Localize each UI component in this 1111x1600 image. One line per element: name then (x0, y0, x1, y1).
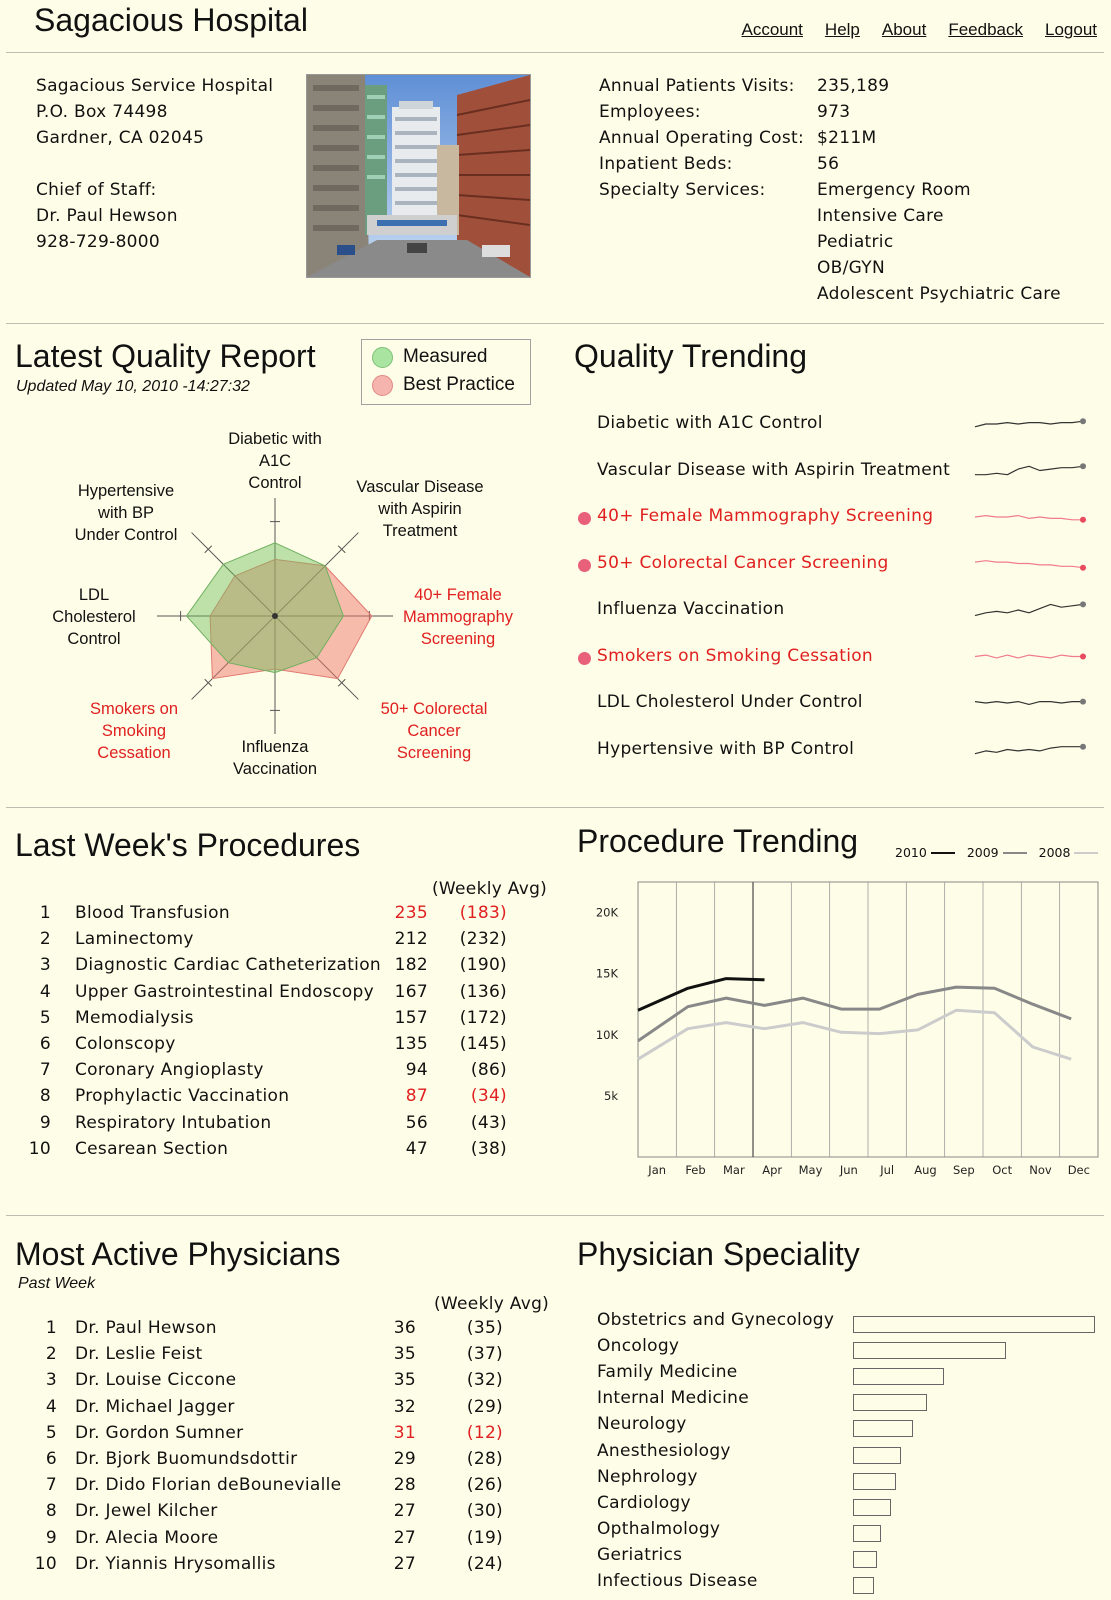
stat-label: Employees: (599, 102, 701, 122)
x-tick-label: Sep (952, 1163, 975, 1177)
procedure-name[interactable]: Laminectomy (75, 929, 194, 950)
physician-name[interactable]: Dr. Dido Florian deBounevialle (75, 1475, 342, 1496)
procedure-avg: (172) (459, 1007, 507, 1028)
quality-trend-label[interactable]: 50+ Colorectal Cancer Screening (597, 552, 889, 573)
physician-count: 27 (393, 1501, 416, 1522)
physicians-title: Most Active Physicians (15, 1236, 341, 1272)
physician-count: 28 (393, 1475, 416, 1496)
physicians-subtitle: Past Week (18, 1275, 96, 1292)
procedure-avg: (183) (459, 903, 507, 923)
speciality-bar (853, 1551, 877, 1568)
procedure-trending-title: Procedure Trending (577, 823, 859, 859)
nav-account-link[interactable]: Account (741, 20, 803, 39)
x-tick-label: Jul (880, 1163, 895, 1177)
physician-count: 31 (393, 1422, 416, 1443)
procedure-count: 47 (405, 1138, 428, 1159)
physician-count: 36 (393, 1318, 416, 1338)
procedure-avg: (190) (459, 955, 507, 976)
physician-avg: (24) (466, 1553, 503, 1574)
procedure-count: 167 (394, 981, 428, 1002)
physician-name[interactable]: Dr. Gordon Sumner (75, 1422, 244, 1443)
physician-avg: (35) (466, 1318, 503, 1338)
procedure-rank: 5 (39, 1007, 51, 1028)
physician-count: 27 (393, 1553, 416, 1574)
speciality-label: Obstetrics and Gynecology (597, 1310, 835, 1330)
nav-about-link[interactable]: About (881, 20, 927, 39)
physician-avg: (30) (466, 1501, 503, 1522)
physician-count: 32 (393, 1396, 416, 1417)
y-tick-label: 20K (595, 905, 618, 920)
service-item: Pediatric (817, 232, 894, 252)
legend-2008-label: 2008 (1038, 845, 1071, 860)
physician-count: 27 (393, 1527, 416, 1548)
physician-rank: 6 (45, 1449, 57, 1469)
procedure-name[interactable]: Respiratory Intubation (75, 1112, 272, 1133)
procedure-avg: (34) (470, 1086, 507, 1107)
speciality-label: Geriatrics (597, 1544, 683, 1565)
physician-name[interactable]: Dr. Paul Hewson (75, 1318, 217, 1338)
page-title: Sagacious Hospital (34, 2, 308, 38)
y-tick-label: 5k (604, 1088, 618, 1103)
x-tick-label: Jun (839, 1163, 858, 1177)
physician-rank: 4 (45, 1396, 57, 1417)
physician-avg: (32) (466, 1370, 503, 1391)
stat-value: 973 (817, 102, 851, 122)
speciality-label: Internal Medicine (597, 1388, 749, 1409)
x-tick-label: Aug (914, 1163, 937, 1177)
procedure-count: 212 (394, 929, 428, 950)
radar-axis-label: Hypertensive with BP Under Control (74, 482, 178, 544)
stat-label: Annual Patients Visits: (599, 76, 795, 96)
procedure-count: 56 (405, 1112, 428, 1133)
physician-avg: (37) (466, 1344, 503, 1365)
procedure-avg: (38) (470, 1138, 507, 1159)
x-tick-label: Apr (762, 1163, 783, 1177)
physician-count: 35 (393, 1370, 416, 1391)
physician-name[interactable]: Dr. Michael Jagger (75, 1396, 235, 1417)
quality-updated: Updated May 10, 2010 -14:27:32 (16, 378, 250, 395)
service-item: Intensive Care (817, 206, 944, 226)
procedures-title: Last Week's Procedures (15, 827, 361, 863)
procedure-rank: 8 (39, 1086, 51, 1107)
address-line: Gardner, CA 02045 (36, 128, 205, 148)
procedure-rank: 2 (39, 929, 51, 950)
stat-value: 235,189 (817, 76, 890, 96)
procedure-count: 135 (394, 1034, 428, 1054)
procedure-name[interactable]: Memodialysis (75, 1007, 194, 1028)
quality-trend-label[interactable]: Hypertensive with BP Control (597, 738, 855, 759)
address-line: P.O. Box 74498 (36, 102, 168, 122)
physician-name[interactable]: Dr. Bjork Buomundsdottir (75, 1449, 298, 1469)
speciality-bar (853, 1316, 1095, 1333)
legend-2009-label: 2009 (966, 845, 999, 860)
x-tick-label: Feb (685, 1163, 706, 1177)
procedure-rank: 10 (28, 1138, 51, 1159)
speciality-bar (853, 1473, 896, 1490)
stat-label: Annual Operating Cost: (599, 128, 805, 148)
stat-value: 56 (817, 154, 840, 174)
radar-axis-label: 50+ Colorectal Cancer Screening (380, 700, 488, 762)
physician-count: 35 (393, 1344, 416, 1365)
nav-logout-link[interactable]: Logout (1045, 20, 1097, 39)
x-tick-label: Oct (992, 1163, 1013, 1177)
procedure-count: 94 (405, 1060, 428, 1081)
speciality-bar (853, 1368, 944, 1385)
procedure-rank: 4 (39, 981, 51, 1002)
quality-trend-label[interactable]: Diabetic with A1C Control (597, 413, 823, 433)
procedure-name[interactable]: Upper Gastrointestinal Endoscopy (75, 981, 374, 1002)
procedure-name[interactable]: Blood Transfusion (75, 903, 230, 923)
physician-name[interactable]: Dr. Yiannis Hrysomallis (75, 1553, 276, 1574)
physician-rank: 2 (45, 1344, 57, 1365)
physician-name[interactable]: Dr. Leslie Feist (75, 1344, 203, 1365)
procedure-rank: 7 (39, 1060, 51, 1081)
physician-name[interactable]: Dr. Jewel Kilcher (75, 1501, 218, 1522)
stat-value: Emergency Room (817, 180, 971, 200)
phone-number: 928-729-8000 (36, 232, 161, 252)
speciality-bar (853, 1499, 891, 1516)
divider (6, 1215, 1104, 1216)
speciality-label: Nephrology (597, 1466, 698, 1487)
stat-label: Inpatient Beds: (599, 154, 733, 174)
procedure-rank: 6 (39, 1034, 51, 1054)
speciality-bar (853, 1577, 874, 1594)
procedure-count: 182 (394, 955, 428, 976)
quality-trending-title: Quality Trending (574, 338, 808, 374)
physician-avg: (26) (466, 1475, 503, 1496)
legend-measured: Measured (403, 346, 488, 367)
procedure-avg: (145) (459, 1034, 507, 1054)
nav-feedback-link[interactable]: Feedback (948, 20, 1023, 39)
series-line-2010 (638, 979, 765, 1011)
series-line-2008 (638, 1010, 1071, 1059)
quality-trend-label[interactable]: Smokers on Smoking Cessation (597, 645, 873, 666)
speciality-label: Family Medicine (597, 1362, 738, 1383)
x-tick-label: May (798, 1163, 823, 1177)
x-tick-label: Dec (1067, 1163, 1090, 1177)
radar-axis-label: 40+ Female Mammography Screening (402, 586, 514, 648)
x-tick-label: Nov (1029, 1163, 1052, 1177)
procedure-avg: (86) (470, 1060, 507, 1081)
physician-name[interactable]: Dr. Alecia Moore (75, 1527, 219, 1548)
stat-label: Specialty Services: (599, 180, 766, 200)
physician-count: 29 (393, 1449, 416, 1469)
physician-rank: 10 (34, 1553, 57, 1574)
procedure-count: 87 (405, 1086, 428, 1107)
procedure-count: 235 (394, 903, 428, 923)
procedure-name[interactable]: Coronary Angioplasty (75, 1060, 264, 1081)
chief-label: Chief of Staff: (36, 180, 157, 200)
y-tick-label: 10K (595, 1027, 618, 1042)
chief-name: Dr. Paul Hewson (36, 206, 178, 226)
speciality-label: Cardiology (597, 1492, 691, 1513)
speciality-bar (853, 1420, 913, 1437)
speciality-label: Anesthesiology (597, 1440, 731, 1461)
radar-axis-label: Vascular Disease with Aspirin Treatment (356, 478, 484, 540)
procedure-avg: (43) (470, 1112, 507, 1133)
service-item: Adolescent Psychiatric Care (817, 284, 1061, 304)
speciality-bar (853, 1447, 901, 1464)
procedure-name[interactable]: Prophylactic Vaccination (75, 1086, 290, 1107)
physician-rank: 7 (45, 1475, 57, 1496)
radar-axis-label: Influenza Vaccination (232, 738, 318, 778)
procedure-rank: 3 (39, 955, 51, 976)
physician-avg: (12) (466, 1422, 503, 1443)
physician-rank: 8 (45, 1501, 57, 1522)
physician-avg: (19) (466, 1527, 503, 1548)
physician-avg: (29) (466, 1396, 503, 1417)
radar-axis-label: LDL Cholesterol Control (52, 586, 136, 648)
radar-axis-label: Smokers on Smoking Cessation (89, 700, 179, 762)
procedure-rank: 1 (39, 903, 51, 923)
speciality-label: Opthalmology (597, 1518, 721, 1539)
speciality-label: Neurology (597, 1414, 687, 1435)
speciality-title: Physician Speciality (577, 1236, 860, 1272)
physician-rank: 5 (45, 1422, 57, 1443)
procedure-avg: (136) (459, 981, 507, 1002)
speciality-label: Oncology (597, 1336, 680, 1357)
physician-name[interactable]: Dr. Louise Ciccone (75, 1370, 237, 1391)
radar-axis-label: Diabetic with A1C Control (228, 430, 322, 492)
physicians-avg-header: (Weekly Avg) (434, 1294, 550, 1314)
x-tick-label: Mar (722, 1163, 745, 1177)
legend-2010-label: 2010 (895, 845, 927, 860)
nav-help-link[interactable]: Help (824, 20, 860, 39)
procedure-name[interactable]: Diagnostic Cardiac Catheterization (75, 955, 381, 976)
quality-trend-label[interactable]: Vascular Disease with Aspirin Treatment (597, 459, 951, 480)
physician-rank: 1 (45, 1318, 57, 1338)
stat-value: $211M (817, 128, 877, 148)
quality-report-title: Latest Quality Report (15, 338, 316, 374)
procedure-rank: 9 (39, 1112, 51, 1133)
procedure-avg: (232) (459, 929, 507, 950)
procedures-avg-header: (Weekly Avg) (432, 879, 548, 899)
service-item: OB/GYN (817, 258, 885, 278)
speciality-bar (853, 1525, 881, 1542)
physician-avg: (28) (466, 1449, 503, 1469)
quality-trend-label[interactable]: Influenza Vaccination (597, 599, 785, 619)
speciality-bar (853, 1342, 1006, 1359)
quality-trend-label[interactable]: 40+ Female Mammography Screening (597, 506, 934, 526)
speciality-bar (853, 1394, 927, 1411)
legend-best-practice: Best Practice (403, 374, 515, 395)
x-tick-label: Jan (648, 1163, 667, 1177)
procedure-count: 157 (394, 1007, 428, 1028)
y-tick-label: 15K (595, 966, 618, 981)
address-line: Sagacious Service Hospital (36, 76, 274, 96)
procedure-name[interactable]: Cesarean Section (75, 1138, 229, 1159)
physician-rank: 3 (45, 1370, 57, 1391)
speciality-label: Infectious Disease (597, 1571, 758, 1591)
physician-rank: 9 (45, 1527, 57, 1548)
quality-trend-label[interactable]: LDL Cholesterol Under Control (597, 692, 863, 712)
procedure-name[interactable]: Colonscopy (75, 1034, 176, 1054)
